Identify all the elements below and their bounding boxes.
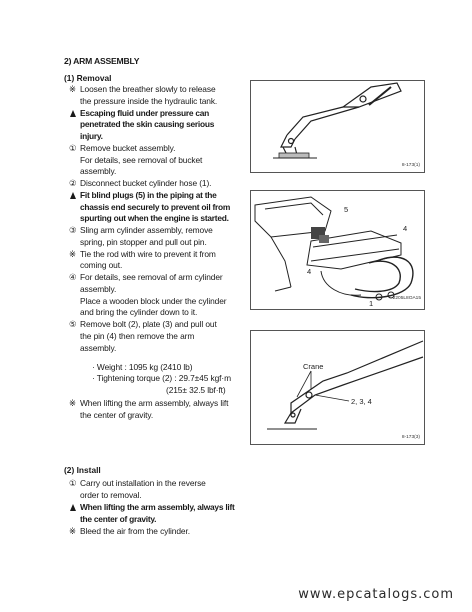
step-marker: ③ bbox=[69, 225, 77, 235]
step-text: coming out. bbox=[80, 260, 123, 271]
step-text: injury. bbox=[80, 131, 103, 141]
figure-arm-boom-caption: 8-173(1) bbox=[401, 163, 420, 168]
figure-arm-boom-drawing bbox=[251, 81, 424, 172]
step-marker: ※ bbox=[69, 84, 77, 94]
step-text: For details, see removal of bucket bbox=[80, 154, 203, 165]
figure-crane-lift bbox=[250, 330, 425, 445]
warning-icon bbox=[70, 192, 76, 199]
step-text: assembly. bbox=[80, 166, 117, 177]
removal-heading: (1) Removal bbox=[64, 73, 112, 83]
figure-label-5: 5 bbox=[344, 205, 349, 214]
step-text: spurting out when the engine is started. bbox=[80, 213, 229, 224]
weight-spec: · Weight : 1095 kg (2410 lb) bbox=[92, 362, 193, 372]
step-text: and bring the cylinder down to it. bbox=[80, 307, 198, 318]
figure-label-1: 1 bbox=[369, 299, 374, 308]
warning-icon bbox=[70, 110, 76, 117]
figure-crane-lift-caption: 8-173(3) bbox=[401, 435, 420, 440]
step-text: order to removal. bbox=[80, 490, 142, 500]
step-text: Remove bucket assembly. bbox=[80, 142, 176, 153]
note-line-2: the center of gravity. bbox=[80, 410, 154, 420]
step-text: assembly. bbox=[80, 342, 117, 353]
step-text: the pin (4) then remove the arm bbox=[80, 330, 195, 341]
step-text: assembly. bbox=[80, 283, 117, 294]
step-marker: ④ bbox=[69, 272, 77, 282]
step-text: Tie the rod with wire to prevent it from bbox=[80, 248, 216, 259]
note-marker: ※ bbox=[69, 398, 77, 408]
figure-label-parts: 2, 3, 4 bbox=[351, 397, 372, 406]
figure-label-crane: Crane bbox=[303, 362, 324, 371]
step-text: spring, pin stopper and pull out pin. bbox=[80, 236, 207, 247]
install-heading: (2) Install bbox=[64, 465, 101, 475]
figure-label-4-right: 4 bbox=[403, 224, 408, 233]
figure-label-4-left: 4 bbox=[307, 267, 312, 276]
note-line-1: When lifting the arm assembly, always lift bbox=[80, 398, 229, 408]
figure-cylinder-hoses bbox=[250, 190, 425, 310]
step-text: Disconnect bucket cylinder hose (1). bbox=[80, 178, 212, 188]
torque-spec-imperial: (215± 32.5 lbf·ft) bbox=[166, 385, 226, 395]
figure-arm-boom bbox=[250, 80, 425, 173]
step-text: When lifting the arm assembly, always lift bbox=[80, 502, 235, 512]
step-text: Bleed the air from the cylinder. bbox=[80, 526, 190, 536]
step-text: Escaping fluid under pressure can bbox=[80, 107, 210, 118]
step-text: penetrated the skin causing serious bbox=[80, 119, 215, 130]
step-text: the pressure inside the hydraulic tank. bbox=[80, 95, 218, 106]
footer-url: www.epcatalogs.com bbox=[298, 587, 454, 602]
step-text: Fit blind plugs (5) in the piping at the bbox=[80, 189, 217, 200]
step-text: Remove bolt (2), plate (3) and pull out bbox=[80, 319, 217, 329]
step-text: the center of gravity. bbox=[80, 514, 157, 524]
step-text: Loosen the breather slowly to release bbox=[80, 84, 216, 94]
torque-spec: · Tightening torque (2) : 29.7±45 kgf·m bbox=[92, 373, 231, 383]
step-text: Place a wooden block under the cylinder bbox=[80, 295, 227, 306]
figure-cylinder-hoses-drawing bbox=[251, 191, 424, 309]
step-text: chassis end securely to prevent oil from bbox=[80, 201, 231, 212]
step-marker: ① bbox=[69, 478, 77, 488]
section-title: 2) ARM ASSEMBLY bbox=[64, 56, 140, 66]
figure-cylinder-hoses-caption: 2205L8OA15 bbox=[392, 296, 421, 301]
step-marker: ⑤ bbox=[69, 319, 77, 329]
warning-icon bbox=[70, 504, 76, 511]
step-marker: ※ bbox=[69, 526, 77, 536]
step-marker: ① bbox=[69, 142, 77, 153]
step-text: For details, see removal of arm cylinder bbox=[80, 272, 223, 282]
step-text: Sling arm cylinder assembly, remove bbox=[80, 225, 213, 235]
step-marker: ② bbox=[69, 178, 77, 188]
step-text: Carry out installation in the reverse bbox=[80, 478, 206, 488]
step-marker: ※ bbox=[69, 248, 77, 259]
figure-crane-lift-drawing bbox=[251, 331, 424, 444]
